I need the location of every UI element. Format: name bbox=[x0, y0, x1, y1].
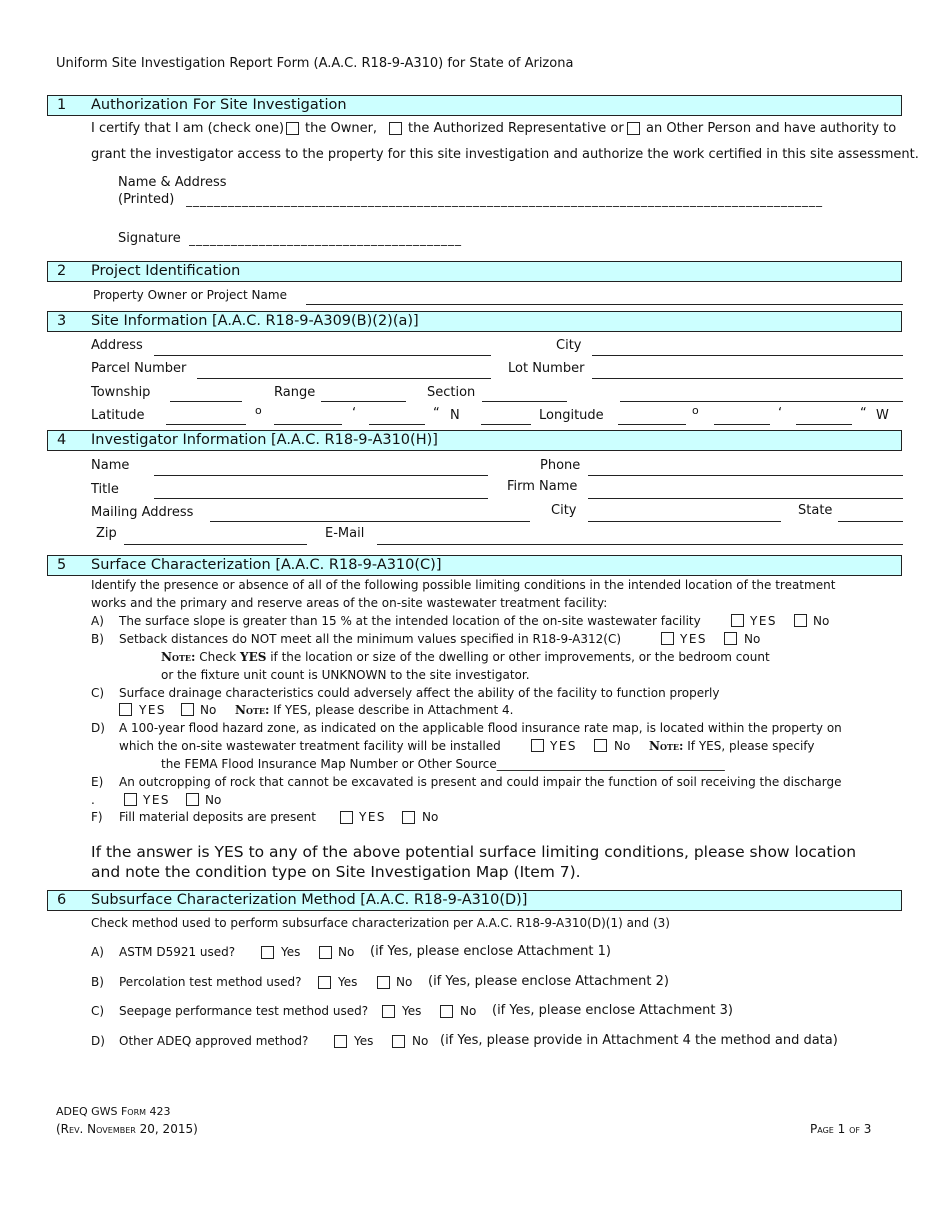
percolation-no-checkbox[interactable] bbox=[377, 976, 390, 989]
section-1-header bbox=[47, 95, 902, 116]
parcel-number-label: Parcel Number bbox=[91, 361, 187, 376]
section-number: 3 bbox=[57, 313, 67, 329]
section-number: 6 bbox=[57, 892, 67, 908]
drainage-question: Surface drainage characteristics could adversely affect the ability of the facility to function properly bbox=[119, 686, 720, 700]
email-field[interactable] bbox=[377, 544, 903, 545]
name-address-label: Name & Address bbox=[118, 175, 227, 190]
address-field[interactable] bbox=[154, 355, 491, 356]
zip-label: Zip bbox=[96, 526, 117, 541]
drainage-note bbox=[235, 703, 513, 717]
flood-question-line1: A 100-year flood hazard zone, as indicated on the applicable flood insurance rate map, is located within the property on bbox=[119, 721, 842, 735]
phone-field[interactable] bbox=[588, 475, 903, 476]
slope-question: The surface slope is greater than 15 % at the intended location of the on-site wastewater facility bbox=[119, 614, 701, 628]
longitude-seconds-field[interactable] bbox=[796, 424, 852, 425]
yes-label: YES bbox=[680, 632, 708, 646]
setback-no-checkbox[interactable] bbox=[724, 632, 737, 645]
state-label: State bbox=[798, 503, 833, 518]
flood-no-checkbox[interactable] bbox=[594, 739, 607, 752]
lot-number-label: Lot Number bbox=[508, 361, 585, 376]
no-label: No bbox=[744, 632, 761, 646]
fema-source-line[interactable]: the FEMA Flood Insurance Map Number or Other Source______________________________________ bbox=[161, 757, 725, 771]
percolation-yes-checkbox[interactable] bbox=[318, 976, 331, 989]
owner-checkbox[interactable] bbox=[286, 122, 299, 135]
other-method-question: Other ADEQ approved method? bbox=[119, 1034, 309, 1048]
section-title: Site Information [A.A.C. R18-9-A309(B)(2)(a)] bbox=[91, 313, 419, 329]
yes-label: Yes bbox=[354, 1034, 374, 1048]
latitude-degrees-field[interactable] bbox=[166, 424, 246, 425]
seepage-attachment-note: (if Yes, please enclose Attachment 3) bbox=[492, 1003, 733, 1018]
flood-question-line2: which the on-site wastewater treatment facility will be installed bbox=[119, 739, 501, 753]
item-letter: E) bbox=[91, 775, 104, 789]
form-id: ADEQ GWS Form 423 bbox=[56, 1105, 171, 1118]
minute-symbol: ‘ bbox=[352, 406, 357, 421]
item-letter: D) bbox=[91, 721, 105, 735]
degree-symbol: o bbox=[692, 404, 699, 417]
astm-question: ASTM D5921 used? bbox=[119, 945, 236, 959]
firm-name-field[interactable] bbox=[588, 498, 903, 499]
yes-label: YES bbox=[750, 614, 778, 628]
second-symbol: “ bbox=[860, 406, 867, 421]
longitude-minutes-field[interactable] bbox=[714, 424, 770, 425]
section-title: Investigator Information [A.A.C. R18-9-A310(H)] bbox=[91, 432, 438, 448]
item-letter: A) bbox=[91, 614, 104, 628]
authorized-rep-label: the Authorized Representative or bbox=[408, 121, 624, 136]
investigator-name-field[interactable] bbox=[154, 475, 488, 476]
yes-label: YES bbox=[550, 739, 578, 753]
investigator-title-field[interactable] bbox=[154, 498, 488, 499]
fill-no-checkbox[interactable] bbox=[402, 811, 415, 824]
form-title: Uniform Site Investigation Report Form (A.A.C. R18-9-A310) for State of Arizona bbox=[56, 56, 574, 71]
section-field[interactable] bbox=[482, 401, 567, 402]
signature-field[interactable]: _______________________________________ bbox=[189, 232, 462, 246]
parcel-number-field[interactable] bbox=[197, 378, 491, 379]
item-letter: C) bbox=[91, 1004, 105, 1018]
percolation-question: Percolation test method used? bbox=[119, 975, 302, 989]
investigator-name-label: Name bbox=[91, 458, 130, 473]
no-label: No bbox=[412, 1034, 429, 1048]
rock-yes-checkbox[interactable] bbox=[124, 793, 137, 806]
setback-note-line1 bbox=[161, 650, 770, 664]
latitude-extra-field[interactable] bbox=[481, 424, 531, 425]
section-2-header bbox=[47, 261, 902, 282]
note-text: if the location or size of the dwelling or other improvements, or the bedroom count bbox=[270, 650, 770, 664]
section-label: Section bbox=[427, 385, 476, 400]
yes-label: Yes bbox=[281, 945, 301, 959]
township-range-extra-field[interactable] bbox=[620, 401, 903, 402]
yes-label: Yes bbox=[402, 1004, 422, 1018]
slope-yes-checkbox[interactable] bbox=[731, 614, 744, 627]
yes-label: Yes bbox=[338, 975, 358, 989]
setback-yes-checkbox[interactable] bbox=[661, 632, 674, 645]
section-3-header bbox=[47, 311, 902, 332]
other-person-checkbox[interactable] bbox=[627, 122, 640, 135]
flood-note bbox=[649, 739, 814, 753]
no-label: No bbox=[338, 945, 355, 959]
investigator-city-label: City bbox=[551, 503, 577, 518]
rock-no-checkbox[interactable] bbox=[186, 793, 199, 806]
revision-date: (Rev. November 20, 2015) bbox=[56, 1122, 198, 1136]
email-label: E-Mail bbox=[325, 526, 365, 541]
latitude-seconds-field[interactable] bbox=[369, 424, 425, 425]
no-label: No bbox=[614, 739, 631, 753]
name-address-field[interactable]: ___________________________________________________________________________________________ bbox=[186, 193, 823, 207]
lot-number-field[interactable] bbox=[592, 378, 903, 379]
no-label: No bbox=[205, 793, 222, 807]
slope-no-checkbox[interactable] bbox=[794, 614, 807, 627]
note-word: Note: bbox=[161, 650, 196, 664]
property-owner-field[interactable] bbox=[306, 304, 903, 305]
section-title: Surface Characterization [A.A.C. R18-9-A310(C)] bbox=[91, 557, 442, 573]
note-word: Note: bbox=[235, 703, 270, 717]
certify-text-line2: grant the investigator access to the property for this site investigation and authorize the work certified in this site assessment. bbox=[91, 147, 919, 162]
no-label: No bbox=[422, 810, 439, 824]
zip-field[interactable] bbox=[124, 544, 307, 545]
drainage-yes-checkbox[interactable] bbox=[119, 703, 132, 716]
city-field[interactable] bbox=[592, 355, 903, 356]
other-person-label: an Other Person and have authority to bbox=[646, 121, 897, 136]
range-label: Range bbox=[274, 385, 316, 400]
section-4-header bbox=[47, 430, 902, 451]
astm-no-checkbox[interactable] bbox=[319, 946, 332, 959]
note-text: If YES, please specify bbox=[687, 739, 815, 753]
fill-question: Fill material deposits are present bbox=[119, 810, 316, 824]
item-letter: F) bbox=[91, 810, 103, 824]
second-symbol: “ bbox=[433, 406, 440, 421]
authorized-rep-checkbox[interactable] bbox=[389, 122, 402, 135]
astm-yes-checkbox[interactable] bbox=[261, 946, 274, 959]
subsurface-intro: Check method used to perform subsurface characterization per A.A.C. R18-9-A310(D)(1) and (3) bbox=[91, 916, 670, 930]
section-number: 4 bbox=[57, 432, 67, 448]
certify-lead: I certify that I am (check one) bbox=[91, 121, 285, 136]
latitude-minutes-field[interactable] bbox=[274, 424, 342, 425]
note-text: If YES, please describe in Attachment 4. bbox=[273, 703, 514, 717]
other-method-yes-checkbox[interactable] bbox=[334, 1035, 347, 1048]
item-letter: B) bbox=[91, 975, 104, 989]
yes-label: YES bbox=[143, 793, 171, 807]
minute-symbol: ‘ bbox=[778, 406, 783, 421]
no-label: No bbox=[460, 1004, 477, 1018]
flood-yes-checkbox[interactable] bbox=[531, 739, 544, 752]
longitude-label: Longitude bbox=[539, 408, 604, 423]
township-label: Township bbox=[91, 385, 151, 400]
investigator-city-field[interactable] bbox=[588, 521, 781, 522]
rock-question: An outcropping of rock that cannot be excavated is present and could impair the function of soil receiving the discharge bbox=[119, 775, 842, 789]
state-field[interactable] bbox=[838, 521, 903, 522]
section-5-header bbox=[47, 555, 902, 576]
drainage-no-checkbox[interactable] bbox=[181, 703, 194, 716]
surface-intro-line2: works and the primary and reserve areas of the on-site wastewater treatment facility: bbox=[91, 596, 608, 610]
yes-label: YES bbox=[359, 810, 387, 824]
item-letter: D) bbox=[91, 1034, 105, 1048]
section-number: 5 bbox=[57, 557, 67, 573]
degree-symbol: o bbox=[255, 404, 262, 417]
section-title: Subsurface Characterization Method [A.A.C. R18-9-A310(D)] bbox=[91, 892, 528, 908]
other-method-attachment-note: (if Yes, please provide in Attachment 4 the method and data) bbox=[440, 1033, 838, 1048]
investigator-title-label: Title bbox=[91, 482, 119, 497]
percolation-attachment-note: (if Yes, please enclose Attachment 2) bbox=[428, 974, 669, 989]
other-method-no-checkbox[interactable] bbox=[392, 1035, 405, 1048]
city-label: City bbox=[556, 338, 582, 353]
rock-dot: . bbox=[91, 793, 95, 807]
item-letter: B) bbox=[91, 632, 104, 646]
surface-intro-line1: Identify the presence or absence of all of the following possible limiting conditions in the intended location of the treatment bbox=[91, 578, 836, 592]
mailing-address-label: Mailing Address bbox=[91, 505, 194, 520]
no-label: No bbox=[396, 975, 413, 989]
seepage-yes-checkbox[interactable] bbox=[382, 1005, 395, 1018]
printed-label: (Printed) bbox=[118, 192, 175, 207]
longitude-degrees-field[interactable] bbox=[618, 424, 686, 425]
section-title: Project Identification bbox=[91, 263, 241, 279]
range-field[interactable] bbox=[321, 401, 406, 402]
page-number: Page 1 of 3 bbox=[810, 1122, 872, 1136]
firm-name-label: Firm Name bbox=[507, 479, 578, 494]
surface-summary-line1: If the answer is YES to any of the above potential surface limiting conditions, please show location bbox=[91, 843, 857, 861]
no-label: No bbox=[200, 703, 217, 717]
surface-summary-line2: and note the condition type on Site Investigation Map (Item 7). bbox=[91, 863, 581, 881]
section-number: 2 bbox=[57, 263, 67, 279]
property-owner-label: Property Owner or Project Name bbox=[93, 288, 287, 302]
setback-question: Setback distances do NOT meet all the minimum values specified in R18-9-A312(C) bbox=[119, 632, 622, 646]
latitude-label: Latitude bbox=[91, 408, 145, 423]
astm-attachment-note: (if Yes, please enclose Attachment 1) bbox=[370, 944, 611, 959]
yes-label: YES bbox=[139, 703, 167, 717]
item-letter: A) bbox=[91, 945, 104, 959]
section-6-header bbox=[47, 890, 902, 911]
owner-label: the Owner, bbox=[305, 121, 378, 136]
township-field[interactable] bbox=[170, 401, 242, 402]
section-title: Authorization For Site Investigation bbox=[91, 97, 347, 113]
item-letter: C) bbox=[91, 686, 105, 700]
no-label: No bbox=[813, 614, 830, 628]
seepage-question: Seepage performance test method used? bbox=[119, 1004, 369, 1018]
note-text: Check bbox=[199, 650, 237, 664]
mailing-address-field[interactable] bbox=[210, 521, 530, 522]
section-number: 1 bbox=[57, 97, 67, 113]
seepage-no-checkbox[interactable] bbox=[440, 1005, 453, 1018]
phone-label: Phone bbox=[540, 458, 581, 473]
signature-label: Signature bbox=[118, 231, 181, 246]
north-label: N bbox=[450, 408, 460, 423]
note-word: Note: bbox=[649, 739, 684, 753]
west-label: W bbox=[876, 408, 889, 423]
setback-note-line2: or the fixture unit count is UNKNOWN to the site investigator. bbox=[161, 668, 530, 682]
address-label: Address bbox=[91, 338, 143, 353]
note-yes: YES bbox=[240, 650, 267, 664]
fill-yes-checkbox[interactable] bbox=[340, 811, 353, 824]
